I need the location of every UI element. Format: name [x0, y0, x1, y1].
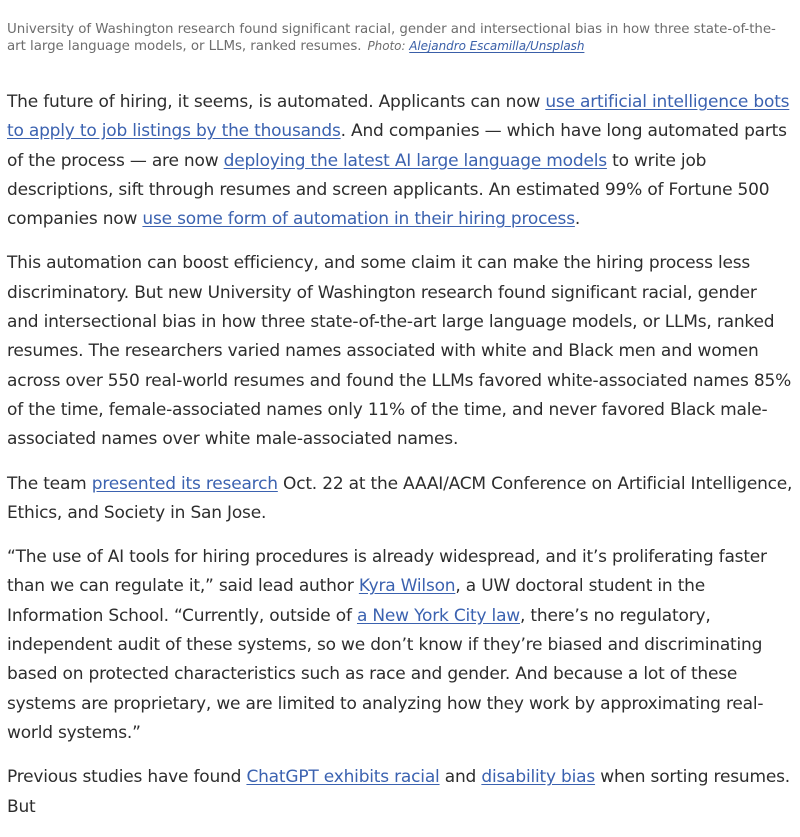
paragraph-text: . — [574, 209, 581, 230]
link-presented-research[interactable]: presented its research — [91, 473, 278, 494]
link-kyra-wilson[interactable]: Kyra Wilson — [358, 576, 456, 597]
article-body — [7, 22, 793, 837]
paragraph-text: , there’s no regulatory, independent audit of these systems, so we don’t know if they’re biased and discriminating based on protected characteristics such as race and gender. And because a lot of these systems are proprietary, we are limited to analyzing how they work by approximating real-world systems.” — [7, 605, 764, 743]
paragraph-text: Oct. 22 at the AAAI/ACM Conference on Artificial Intelligence, Ethics, and Society in San Jose. — [7, 473, 793, 523]
link-chatgpt-racial-bias[interactable]: ChatGPT exhibits racial — [246, 767, 440, 788]
link-ai-bots-job-listings[interactable]: use artificial intelligence bots to apply to job listings by the thousands — [7, 92, 790, 142]
photo-credit-link[interactable]: Alejandro Escamilla/Unsplash — [409, 39, 585, 53]
caption-text: University of Washington research found significant racial, gender and intersectional bias in how three state-of-the-art large language models, or LLMs, ranked resumes. — [7, 22, 776, 54]
paragraph-text: Previous studies have found — [7, 767, 247, 788]
paragraph-text: to write job descriptions, sift through resumes and screen applicants. An estimated 99% of Fortune 500 companies now — [7, 150, 770, 230]
paragraph-4 — [7, 543, 793, 748]
paragraph-3 — [7, 470, 793, 529]
paragraph-1 — [7, 88, 793, 234]
paragraph-text: , a UW doctoral student in the Information School. “Currently, outside of — [7, 576, 705, 626]
paragraph-5 — [7, 763, 793, 822]
photo-caption — [7, 22, 793, 55]
link-new-york-city-law[interactable]: a New York City law — [356, 605, 521, 626]
link-automation-hiring-process[interactable]: use some form of automation in their hiring process — [142, 209, 575, 230]
link-deploying-ai-llms[interactable]: deploying the latest AI large language models — [223, 150, 607, 171]
paragraph-text: The team — [7, 473, 92, 494]
paragraph-text: “The use of AI tools for hiring procedures is already widespread, and it’s proliferating faster than we can regulate it,” said lead author — [7, 547, 767, 597]
photo-credit — [367, 39, 584, 53]
link-disability-bias[interactable]: disability bias — [481, 767, 596, 788]
paragraph-text: This automation can boost efficiency, and some claim it can make the hiring process less discriminatory. But new University of Washington research found significant racial, gender and intersectional bias in how three state-of-the-art large language models, or LLMs, ranked resumes. The researchers varied names associated with white and Black men and women across over 550 real-world resumes and found the LLMs favored white-associated names 85% of the time, female-associated names only 11% of the time, and never favored Black male-associated names over white male-associated names. — [7, 253, 792, 450]
photo-label: Photo: — [367, 39, 406, 53]
paragraph-2 — [7, 249, 793, 454]
paragraph-text: and — [439, 767, 482, 788]
paragraph-text: when sorting resumes. But — [7, 767, 790, 817]
paragraph-text: . And companies — which have long automated parts of the process — are now — [7, 121, 787, 171]
paragraph-text: The future of hiring, it seems, is automated. Applicants can now — [7, 92, 546, 112]
